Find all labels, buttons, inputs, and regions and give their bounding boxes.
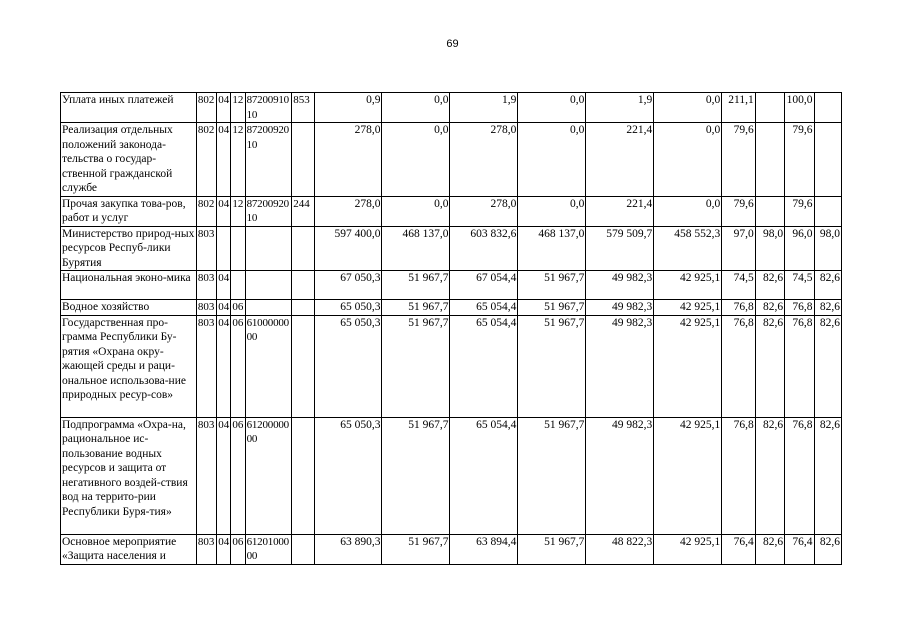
row-name: Уплата иных платежей xyxy=(61,93,197,123)
percent-1: 97,0 xyxy=(722,226,755,271)
percent-4: 98,0 xyxy=(814,226,841,271)
grbs-code: 803 xyxy=(196,315,216,417)
section-code: 04 xyxy=(217,93,231,123)
amount-6: 458 552,3 xyxy=(654,226,722,271)
amount-5: 49 982,3 xyxy=(586,300,654,316)
expense-type-code xyxy=(292,271,314,300)
percent-3: 100,0 xyxy=(785,93,814,123)
amount-4: 0,0 xyxy=(518,93,586,123)
target-article-code xyxy=(245,271,292,300)
section-code: 04 xyxy=(217,271,231,300)
table-row xyxy=(61,93,842,123)
amount-4: 0,0 xyxy=(518,196,586,226)
amount-4: 51 967,7 xyxy=(518,534,586,564)
amount-2: 0,0 xyxy=(382,93,450,123)
table-row xyxy=(61,300,842,316)
subsection-code xyxy=(231,226,245,271)
subsection-code: 06 xyxy=(231,534,245,564)
target-article-code: 8720091010 xyxy=(245,93,292,123)
subsection-code: 12 xyxy=(231,196,245,226)
amount-3: 65 054,4 xyxy=(450,315,518,417)
expense-type-code xyxy=(292,417,314,534)
row-name: Государственная про-грамма Республики Бу-рятия «Охрана окру-жающей среды и раци-ональное использова-ние природных ресур-сов» xyxy=(61,315,197,417)
amount-5: 49 982,3 xyxy=(586,417,654,534)
percent-2: 82,6 xyxy=(755,271,784,300)
table-body xyxy=(61,93,842,565)
amount-4: 51 967,7 xyxy=(518,300,586,316)
expense-type-code xyxy=(292,123,314,197)
row-name: Прочая закупка това-ров, работ и услуг xyxy=(61,196,197,226)
amount-3: 63 894,4 xyxy=(450,534,518,564)
grbs-code: 802 xyxy=(196,196,216,226)
subsection-code: 06 xyxy=(232,301,244,313)
percent-1: 76,8 xyxy=(722,300,755,316)
amount-4: 0,0 xyxy=(518,123,586,197)
subsection-code: 06 xyxy=(231,315,245,417)
percent-2 xyxy=(755,196,784,226)
amount-2: 0,0 xyxy=(382,196,450,226)
expense-type-code xyxy=(292,534,314,564)
amount-6: 42 925,1 xyxy=(654,417,722,534)
budget-table xyxy=(60,92,842,565)
row-name: Министерство природ-ных ресурсов Респуб-лики Бурятия xyxy=(61,226,197,271)
grbs-code: 803 xyxy=(196,534,216,564)
row-name: Основное мероприятие «Защита населения и xyxy=(61,534,197,564)
target-article-code xyxy=(245,300,292,316)
percent-3: 76,4 xyxy=(785,534,814,564)
table-row xyxy=(61,226,842,271)
amount-6: 42 925,1 xyxy=(654,315,722,417)
target-article-code xyxy=(245,226,292,271)
expense-type-code: 244 xyxy=(292,196,314,226)
target-article-code: 6120100000 xyxy=(245,534,292,564)
row-name: Водное хозяйство xyxy=(61,300,197,316)
amount-6: 0,0 xyxy=(654,93,722,123)
percent-1: 79,6 xyxy=(722,123,755,197)
amount-1: 63 890,3 xyxy=(314,534,382,564)
amount-2: 0,0 xyxy=(382,123,450,197)
amount-1: 65 050,3 xyxy=(314,417,382,534)
amount-6: 42 925,1 xyxy=(654,300,722,316)
amount-5: 48 822,3 xyxy=(586,534,654,564)
table-row xyxy=(61,196,842,226)
percent-4: 82,6 xyxy=(814,417,841,534)
amount-3: 278,0 xyxy=(450,123,518,197)
row-name: Реализация отдельных положений законода-тельства о государ-ственной гражданской службе xyxy=(61,123,197,197)
row-name: Национальная эконо-мика xyxy=(61,271,197,300)
table-row xyxy=(61,534,842,564)
amount-3: 65 054,4 xyxy=(450,300,518,316)
percent-3: 74,5 xyxy=(785,271,814,300)
amount-2: 51 967,7 xyxy=(382,417,450,534)
percent-2 xyxy=(755,123,784,197)
percent-4: 82,6 xyxy=(814,315,841,417)
amount-6: 0,0 xyxy=(654,123,722,197)
section-code: 04 xyxy=(217,315,231,417)
section-code: 04 xyxy=(217,196,231,226)
amount-5: 49 982,3 xyxy=(586,315,654,417)
percent-2: 98,0 xyxy=(755,226,784,271)
percent-1: 76,8 xyxy=(722,417,755,534)
amount-2: 51 967,7 xyxy=(382,534,450,564)
amount-1: 278,0 xyxy=(314,196,382,226)
amount-5: 221,4 xyxy=(586,196,654,226)
target-article-code: 6120000000 xyxy=(245,417,292,534)
percent-3: 96,0 xyxy=(785,226,814,271)
percent-2 xyxy=(755,93,784,123)
amount-2: 51 967,7 xyxy=(382,315,450,417)
amount-4: 51 967,7 xyxy=(518,315,586,417)
subsection-code: 12 xyxy=(231,123,245,197)
percent-3: 79,6 xyxy=(785,123,814,197)
table-row xyxy=(61,271,842,300)
percent-1: 211,1 xyxy=(722,93,755,123)
grbs-code: 803 xyxy=(196,271,216,300)
amount-3: 1,9 xyxy=(450,93,518,123)
amount-5: 221,4 xyxy=(586,123,654,197)
percent-3: 76,8 xyxy=(785,300,814,316)
amount-3: 67 054,4 xyxy=(450,271,518,300)
expense-type-code xyxy=(292,315,314,417)
percent-4 xyxy=(814,123,841,197)
percent-2: 82,6 xyxy=(755,315,784,417)
expense-type-code xyxy=(292,226,314,271)
percent-1: 79,6 xyxy=(722,196,755,226)
amount-6: 0,0 xyxy=(654,196,722,226)
amount-4: 468 137,0 xyxy=(518,226,586,271)
amount-2: 51 967,7 xyxy=(382,300,450,316)
percent-1: 74,5 xyxy=(722,271,755,300)
subsection-code: 06 xyxy=(231,417,245,534)
amount-1: 597 400,0 xyxy=(314,226,382,271)
percent-4 xyxy=(814,196,841,226)
amount-4: 51 967,7 xyxy=(518,417,586,534)
percent-1: 76,8 xyxy=(722,315,755,417)
percent-4: 82,6 xyxy=(814,534,841,564)
row-name: Подпрограмма «Охра-на, рациональное ис-пользование водных ресурсов и защита от негативного воздей-ствия вод на террито-рии Республики Буря-тия» xyxy=(61,417,197,534)
target-article-code: 8720092010 xyxy=(245,196,292,226)
amount-1: 0,9 xyxy=(314,93,382,123)
table-row xyxy=(61,315,842,417)
section-code: 04 xyxy=(217,417,231,534)
amount-1: 65 050,3 xyxy=(314,315,382,417)
amount-6: 42 925,1 xyxy=(654,534,722,564)
amount-3: 278,0 xyxy=(450,196,518,226)
amount-5: 1,9 xyxy=(586,93,654,123)
target-article-code: 6100000000 xyxy=(245,315,292,417)
amount-3: 65 054,4 xyxy=(450,417,518,534)
grbs-code: 802 xyxy=(196,93,216,123)
amount-5: 579 509,7 xyxy=(586,226,654,271)
grbs-code: 802 xyxy=(196,123,216,197)
amount-6: 42 925,1 xyxy=(654,271,722,300)
section-code: 04 xyxy=(217,123,231,197)
expense-type-code xyxy=(292,300,314,316)
percent-3: 76,8 xyxy=(785,315,814,417)
grbs-code: 803 xyxy=(196,300,216,316)
amount-3: 603 832,6 xyxy=(450,226,518,271)
percent-1: 76,4 xyxy=(722,534,755,564)
target-article-code: 8720092010 xyxy=(245,123,292,197)
percent-4: 82,6 xyxy=(814,271,841,300)
amount-1: 278,0 xyxy=(314,123,382,197)
amount-5: 49 982,3 xyxy=(586,271,654,300)
percent-2: 82,6 xyxy=(755,417,784,534)
grbs-code: 803 xyxy=(196,226,216,271)
percent-4: 82,6 xyxy=(814,300,841,316)
amount-1: 65 050,3 xyxy=(314,300,382,316)
section-code xyxy=(217,226,231,271)
amount-2: 468 137,0 xyxy=(382,226,450,271)
percent-2: 82,6 xyxy=(755,534,784,564)
subsection-code: 12 xyxy=(231,93,245,123)
page-number: 69 xyxy=(446,38,459,50)
amount-4: 51 967,7 xyxy=(518,271,586,300)
grbs-code: 803 xyxy=(196,417,216,534)
expense-type-code: 853 xyxy=(292,93,314,123)
section-code: 04 xyxy=(217,534,231,564)
percent-2: 82,6 xyxy=(755,300,784,316)
table-row xyxy=(61,123,842,197)
amount-1: 67 050,3 xyxy=(314,271,382,300)
amount-2: 51 967,7 xyxy=(382,271,450,300)
subsection-code xyxy=(231,271,245,300)
percent-3: 79,6 xyxy=(785,196,814,226)
percent-3: 76,8 xyxy=(785,417,814,534)
section-code: 04 xyxy=(218,301,230,313)
table-row xyxy=(61,417,842,534)
percent-4 xyxy=(814,93,841,123)
